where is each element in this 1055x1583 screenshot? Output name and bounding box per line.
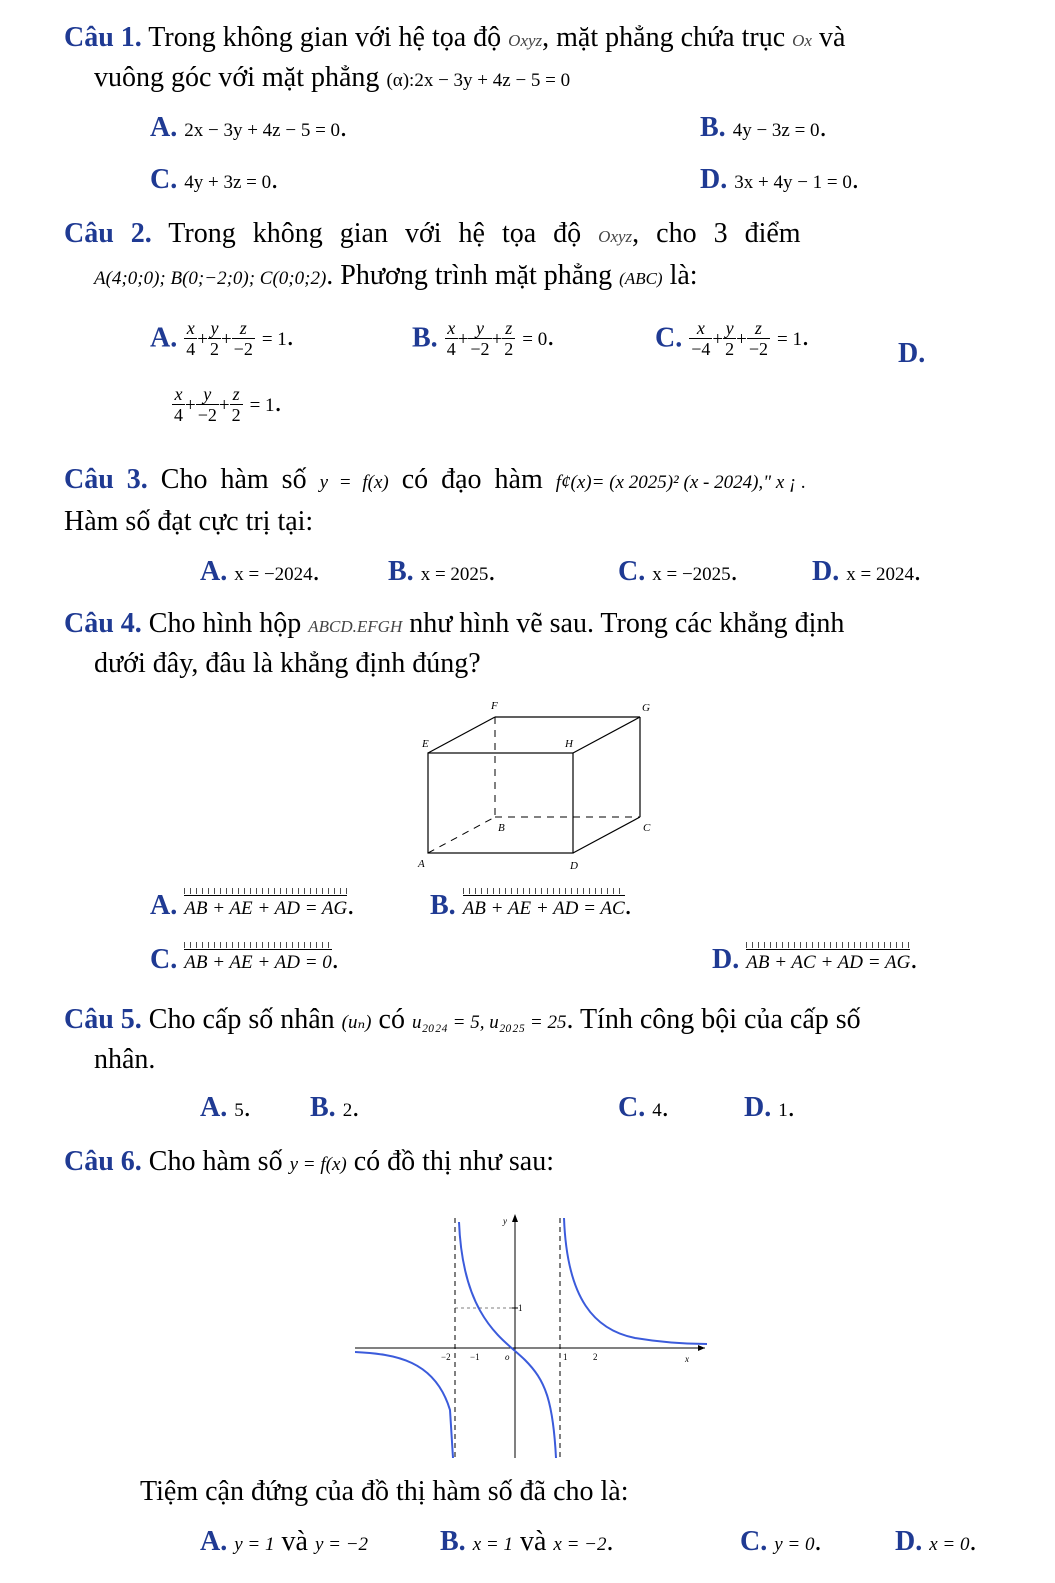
question-1 [64,18,1024,61]
q4-option-c[interactable] [150,942,339,978]
option-end: . [661,1092,669,1123]
option-value: 5 [234,1100,244,1121]
denominator: −2 [470,339,490,359]
option-value: x = −2 [553,1534,607,1555]
question-text: , mặt phẳng chứa trục [542,22,786,53]
numerator: y [723,318,736,339]
option-value: AB + AE + AD = 0 [184,949,332,973]
option-label: C. [618,1092,646,1123]
question-number: Câu 3. [64,464,148,495]
question-text: Cho hàm số [160,464,307,495]
option-value: 2x − 3y + 4z − 5 = 0 [184,120,341,141]
numerator: x [689,318,712,339]
label-F: F [491,700,498,712]
option-value: x = 0 [929,1534,970,1555]
question-text: Cho cấp số nhân [148,1004,335,1035]
rhs: = 1 [249,394,275,416]
option-end: . [801,320,809,352]
question-number: Câu 5. [64,1004,142,1035]
question-4 [64,604,1024,647]
numerator: z [747,318,770,339]
q1-option-c[interactable] [150,162,278,201]
option-end: . [547,320,555,352]
q6-option-d[interactable] [895,1524,977,1563]
q2-option-d-label[interactable] [898,336,925,372]
question-text: có đồ thị như sau: [353,1146,554,1177]
math-function: y = f(x) [319,472,389,493]
fraction [502,318,515,359]
denominator: −2 [748,339,768,359]
option-value: 2 [342,1100,353,1121]
fraction [230,384,243,425]
denominator: 4 [174,405,183,425]
option-label: B. [700,112,726,143]
edge-AB-hidden [428,817,495,853]
fraction [232,318,255,359]
math-solid: ABCD.EFGH [308,617,403,636]
label-G: G [642,702,650,714]
question-text: . Tính công bội của cấp số [566,1004,861,1035]
question-6-line2 [140,1472,1000,1512]
math-points: A(4;0;0); B(0;−2;0); C(0;0;2) [94,268,327,289]
fraction [468,318,491,359]
question-text: Trong không gian với hệ tọa độ [148,22,502,53]
question-text: Cho hình hộp [148,608,302,639]
q3-option-a[interactable] [200,554,320,593]
fraction [184,318,197,359]
option-label: A. [200,1526,228,1557]
math-cond: u₂₀₂₄ = 5, u₂₀₂₅ = 25 [411,1012,567,1033]
option-end: . [814,1526,822,1557]
denominator: 2 [231,405,241,425]
option-label: D. [744,1092,772,1123]
question-text: , cho 3 điểm [632,218,801,249]
option-label: C. [150,944,178,975]
q6-option-b[interactable] [440,1524,613,1563]
q2-option-c[interactable]: C. $\frac{x}{-4}$ + $\frac{y}{2}$ + $\frac{z}{-2}$ = 1. [655,318,809,359]
q4-option-b[interactable] [430,888,632,924]
question-text: Tiệm cận đứng của đồ thị hàm số đã cho là: [140,1476,629,1507]
option-end: . [851,164,859,195]
option-value: AB + AE + AD = AC [463,895,625,919]
numerator: x [184,318,197,339]
option-end: . [606,1526,614,1557]
numerator: z [232,318,255,339]
question-text: vuông góc với mặt phẳng [94,62,380,93]
option-end: . [624,890,632,921]
option-end: . [312,556,320,587]
option-label: D. [812,556,840,587]
question-number: Câu 1. [64,22,142,53]
question-5 [64,1000,1024,1043]
option-value: y = 0 [774,1534,815,1555]
option-label: B. [430,890,456,921]
edge-HG [573,717,640,753]
question-3 [64,460,1024,503]
question-number: Câu 4. [64,608,142,639]
q5-option-b[interactable] [310,1090,359,1129]
curve-left-branch [355,1352,453,1458]
option-end: . [730,556,738,587]
denominator: −2 [197,405,217,425]
option-label: D. [898,338,926,369]
q5-option-d[interactable] [744,1090,795,1129]
fraction [208,318,221,359]
numerator: x [445,318,458,339]
q2-option-b[interactable]: B. $\frac{x}{4}$ + $\frac{y}{-2}$ + $\frac{z}{2}$ = 0. [412,318,555,359]
option-end: . [910,944,918,975]
q4-option-d[interactable] [712,942,917,978]
math-oxyz: Oxyz [508,31,543,50]
math-oxyz: Oxyz [598,227,633,246]
option-end: . [274,386,282,418]
label-C: C [643,822,651,834]
question-2-line2 [94,256,1024,299]
label-one-y: 1 [518,1303,523,1313]
option-label: A. [200,556,228,587]
question-text: dưới đây, đâu là khẳng định đúng? [94,648,481,679]
option-value: 4y + 3z = 0 [184,172,272,193]
denominator: 4 [186,339,196,359]
label-two: 2 [593,1352,598,1362]
box-figure [400,695,690,880]
numerator: x [172,384,185,405]
option-conj: và [281,1526,308,1557]
label-E: E [422,738,429,750]
option-end: . [352,1092,360,1123]
denominator: 2 [725,339,735,359]
y-axis-arrow [512,1214,518,1222]
edge-DC [573,817,640,853]
q2-option-d[interactable]: $\frac{x}{4}$ + $\frac{y}{-2}$ + $\frac{z}{2}$ = 1. [174,384,282,425]
option-end: . [271,164,279,195]
option-conj: và [519,1526,547,1557]
label-one-x: 1 [563,1352,568,1362]
question-3-line2 [64,502,964,542]
option-label: D. [712,944,740,975]
rhs: = 0 [522,328,548,350]
option-label: C. [740,1526,768,1557]
option-label: C. [150,164,178,195]
question-text: như hình vẽ sau. Trong các khẳng định [409,608,845,639]
numerator: z [230,384,243,405]
q1-option-a[interactable] [150,110,347,149]
option-label: B. [388,556,414,587]
q6-option-c[interactable] [740,1524,822,1563]
math-plane: (α):2x − 3y + 4z − 5 = 0 [386,70,571,91]
fraction [689,318,712,359]
question-number: Câu 2. [64,218,152,249]
fraction [172,384,185,425]
denominator: −2 [233,339,253,359]
option-end: . [787,1092,795,1123]
question-text: Cho hàm số [148,1146,283,1177]
option-value: x = 2025 [420,564,489,585]
q1-option-b[interactable] [700,110,827,149]
q6-option-a[interactable] [200,1524,368,1563]
question-5-line2 [94,1040,994,1080]
option-value: x = −2025 [652,564,731,585]
option-value: 4y − 3z = 0 [732,120,820,141]
math-derivative: f¢(x)= (x 2025)² (x - 2024)," x ¡ . [555,472,806,493]
option-label: D. [700,164,728,195]
numerator: y [196,384,219,405]
option-value: x = 2024 [846,564,914,585]
question-text: và [818,22,846,53]
q5-option-a[interactable] [200,1090,251,1129]
rhs: = 1 [261,328,287,350]
denominator: 4 [446,339,456,359]
front-face [428,753,573,853]
question-text: Trong không gian với hệ tọa độ [168,218,582,249]
fraction [196,384,219,425]
option-end: . [243,1092,251,1123]
question-6 [64,1142,1024,1185]
math-abc: (ABC) [619,269,663,288]
math-seq: (uₙ) [341,1012,372,1033]
option-label: D. [895,1526,923,1557]
option-value: y = 1 [234,1534,275,1555]
fraction [723,318,736,359]
label-neg1: −1 [470,1352,480,1362]
label-y: y [503,1216,507,1226]
label-A: A [418,858,425,870]
option-label: C. [655,322,683,354]
question-text: có [378,1004,405,1035]
question-4-line2 [94,644,994,684]
question-1-line2 [94,58,994,101]
function-graph [355,1210,710,1460]
option-label: A. [200,1092,228,1123]
option-value: 1 [778,1100,788,1121]
math-function: y = f(x) [289,1154,347,1175]
option-label: B. [412,322,438,354]
fraction [747,318,770,359]
math-ox: Ox [792,31,812,50]
option-value: y = −2 [314,1534,369,1555]
x-axis-arrow [698,1345,705,1351]
option-value: x = −2024 [234,564,313,585]
q1-option-d[interactable] [700,162,859,201]
option-label: A. [150,890,178,921]
option-value: AB + AE + AD = AG [184,895,347,919]
option-end: . [347,890,355,921]
q2-option-a[interactable]: A. $\frac{x}{4}$ + $\frac{y}{2}$ + $\frac{z}{-2}$ = 1. [150,318,294,359]
label-x: x [685,1354,689,1364]
option-label: B. [310,1092,336,1123]
question-text: . Phương trình mặt phẳng [326,260,613,291]
numerator: z [502,318,515,339]
label-H: H [565,738,573,750]
numerator: y [468,318,491,339]
fraction [445,318,458,359]
option-label: A. [150,112,178,143]
q4-option-a[interactable] [150,888,354,924]
option-end: . [913,556,921,587]
q3-option-b[interactable] [388,554,495,593]
question-text: có đạo hàm [401,464,543,495]
option-label: A. [150,322,178,354]
option-end: . [286,320,294,352]
option-value: AB + AC + AD = AG [746,949,910,973]
option-end: . [340,112,348,143]
q5-option-c[interactable] [618,1090,669,1129]
question-2 [64,214,1024,257]
option-value: 4 [652,1100,662,1121]
option-label: C. [618,556,646,587]
question-text: nhân. [94,1044,156,1075]
question-text: là: [669,260,698,291]
numerator: y [208,318,221,339]
label-o: o [505,1352,510,1362]
q3-option-d[interactable] [812,554,921,593]
curve-right-branch [564,1218,707,1344]
denominator: −4 [691,339,711,359]
label-D: D [570,860,578,872]
option-end: . [331,944,339,975]
question-number: Câu 6. [64,1146,142,1177]
option-end: . [819,112,827,143]
option-value: x = 1 [472,1534,513,1555]
option-label: B. [440,1526,466,1557]
question-text: Hàm số đạt cực trị tại: [64,506,314,537]
option-end: . [969,1526,977,1557]
curve-middle-branch [459,1222,556,1458]
label-neg2: −2 [441,1352,451,1362]
denominator: 2 [504,339,514,359]
edge-EF [428,717,495,753]
rhs: = 1 [776,328,802,350]
denominator: 2 [209,339,219,359]
option-end: . [488,556,496,587]
option-value: 3x + 4y − 1 = 0 [734,172,852,193]
q3-option-c[interactable] [618,554,738,593]
label-B: B [498,822,505,834]
